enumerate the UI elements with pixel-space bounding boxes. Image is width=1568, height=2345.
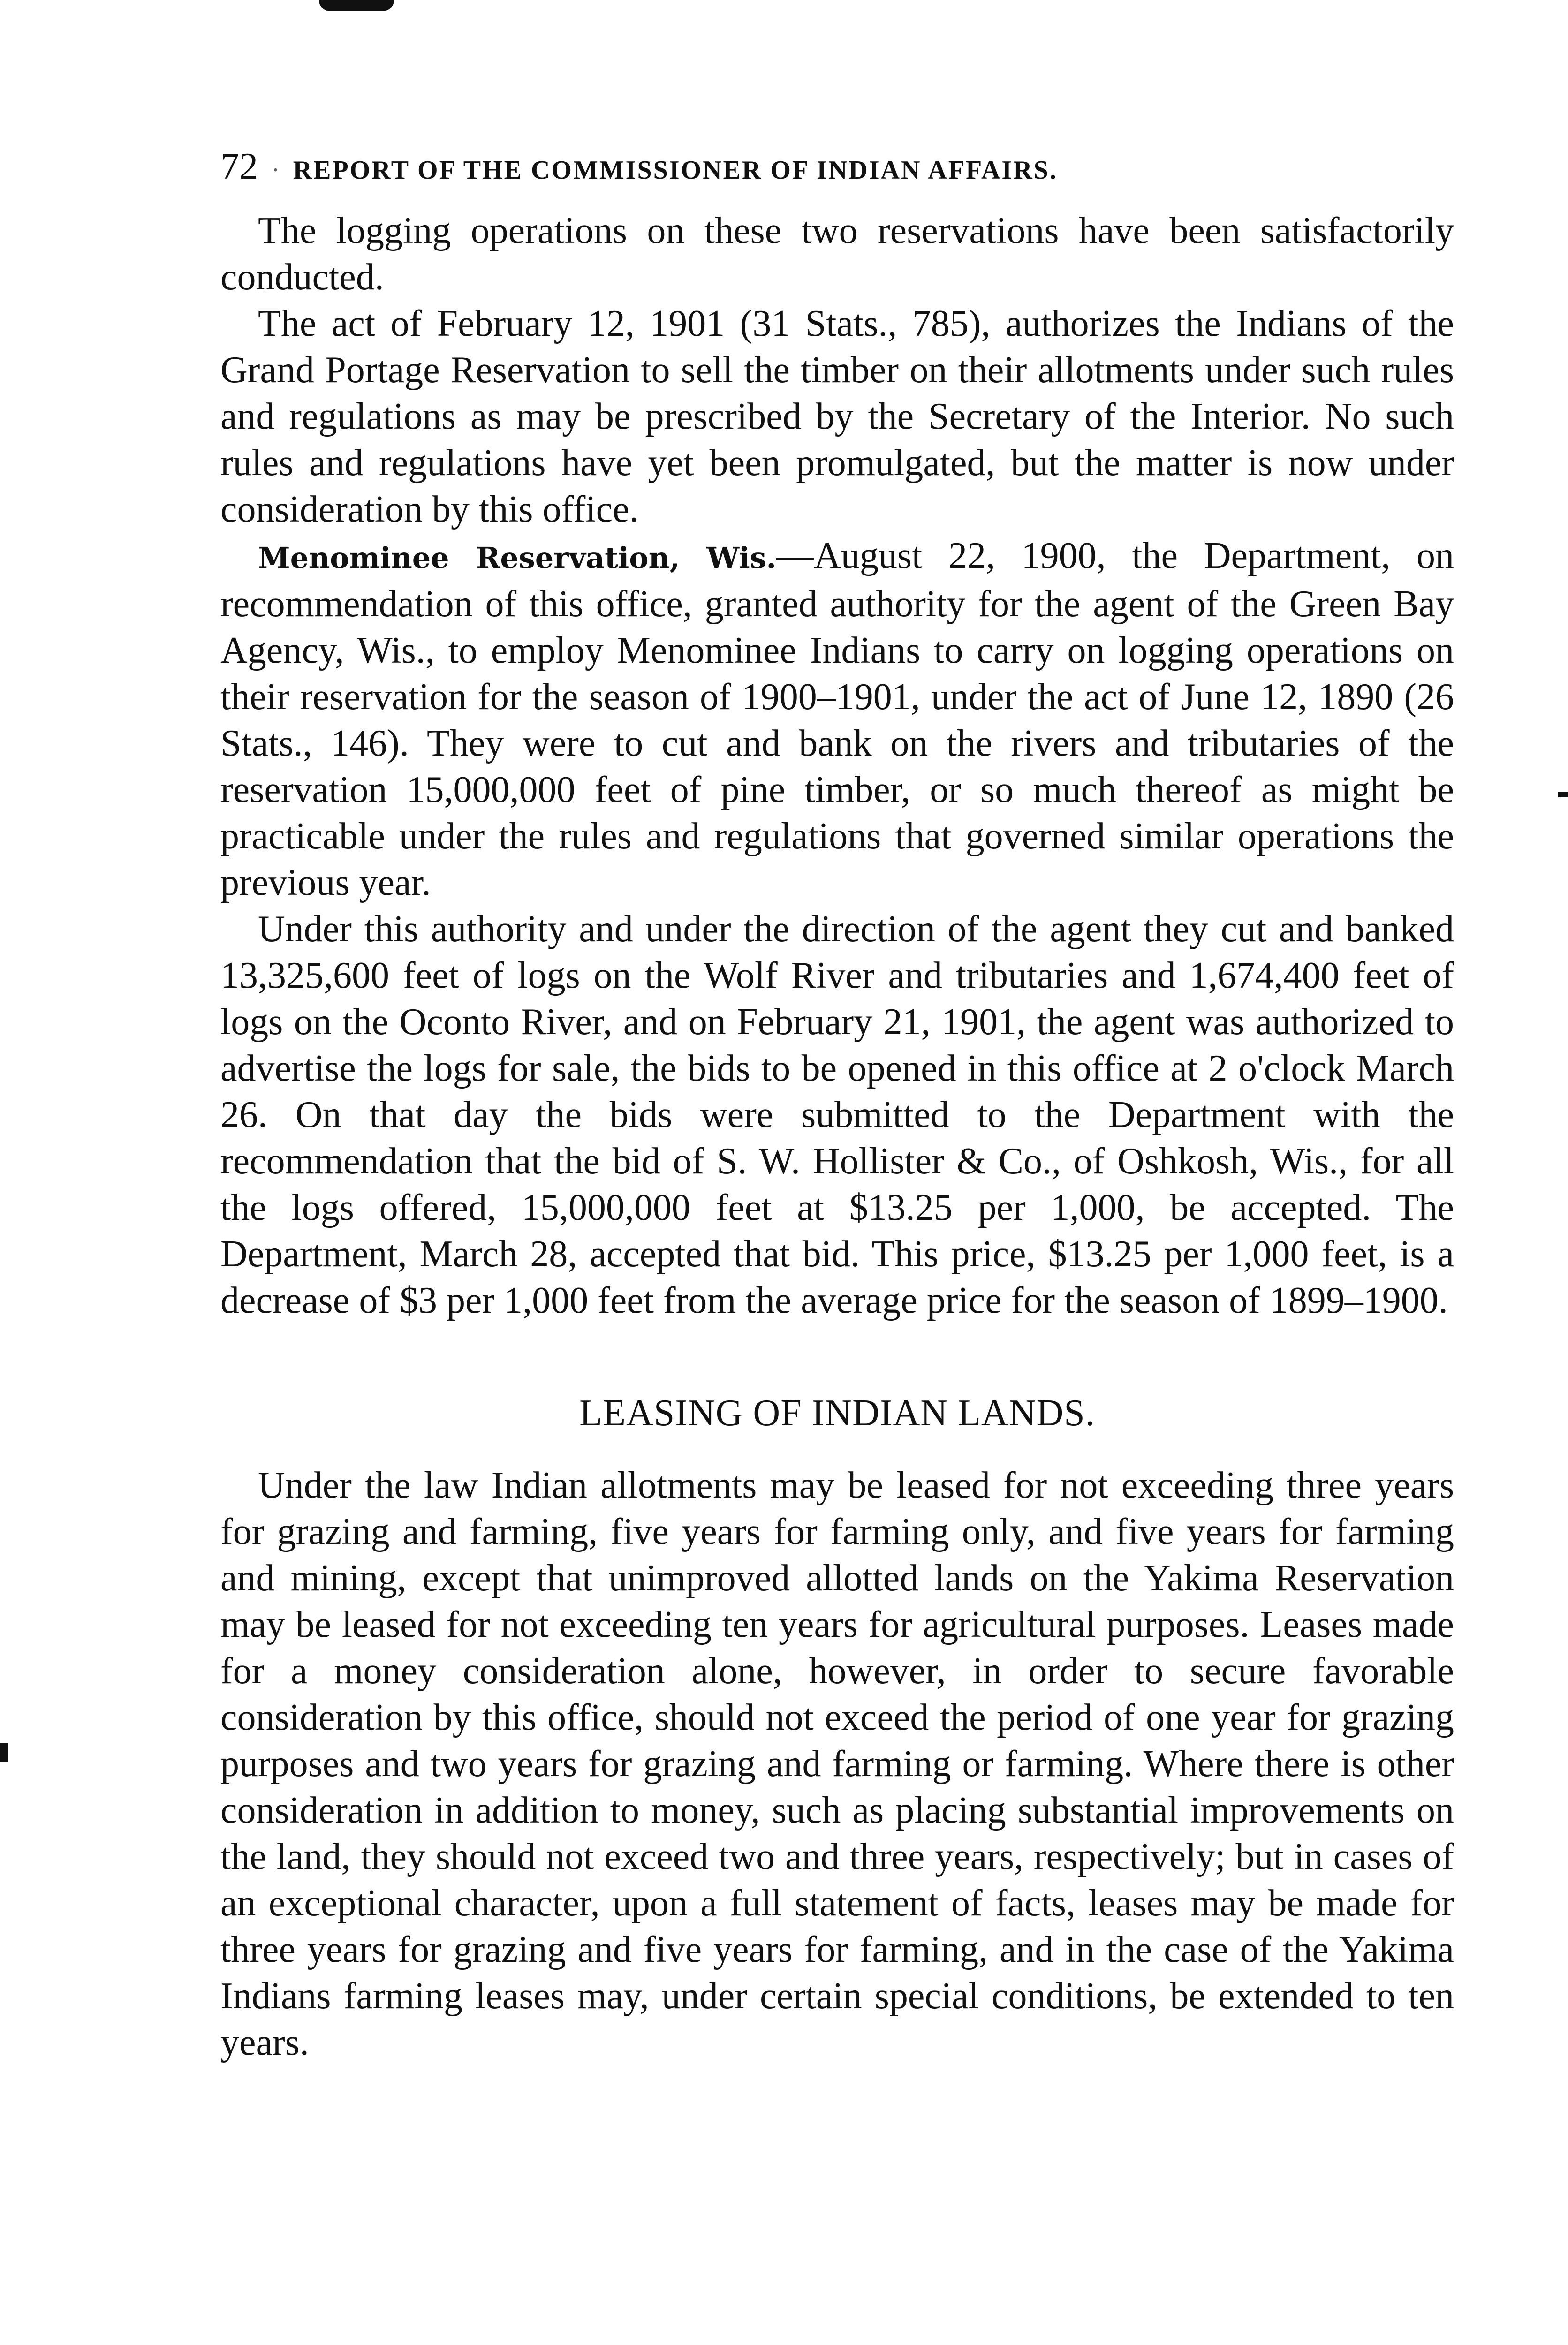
header-title: REPORT OF THE COMMISSIONER OF INDIAN AFFAIRS. [293,156,1058,185]
paragraph: Under this authority and under the direction of the agent they cut and banked 13,325,600 feet of logs on the Wolf River and tributaries and 1,674,400 feet of logs on the Oconto River, and on February 21, 1901, the agent was authorized to advertise the logs for sale, the bids to be opened in this office at 2 o'clock March 26. On that day the bids were submitted to the Department with the recommendation that the bid of S. W. Hollister & Co., of Oshkosh, Wis., for all the logs offered, 15,000,000 feet at $13.25 per 1,000, be accepted. The Department, March 28, accepted that bid. This price, $13.25 per 1,000 feet, is a decrease of $3 per 1,000 feet from the average price for the season of 1899–1900. [220,908,1454,1321]
menominee-paragraph [220,533,1454,906]
header-separator: · [271,156,280,185]
page-number: 72 [220,146,258,187]
scan-edge-mark [319,0,394,11]
paragraph: The logging operations on these two reservations have been satisfactorily conducted. [220,210,1454,298]
page-body [220,148,1454,2066]
scan-edge-mark [0,1743,8,1762]
paragraph-text: —August 22, 1900, the Department, on recommendation of this office, granted authority for the agent of the Green Bay Agency, Wis., to employ Menominee Indians to carry on logging operations on their reservation for the season of 1900–1901, under the act of June 12, 1890 (26 Stats., 146). They were to cut and bank on the rivers and tributaries of the reservation 15,000,000 feet of pine timber, or so much thereof as might be practicable under the rules and regulations that governed similar operations the previous year. [220,535,1454,903]
paragraph: Under the law Indian allotments may be leased for not exceeding three years for grazing and farming, five years for farming only, and five years for farming and mining, except that unimproved allotted lands on the Yakima Reservation may be leased for not exceeding ten years for agricultural purposes. Leases made for a money consideration alone, however, in order to secure favorable consideration by this office, should not exceed the period of one year for grazing purposes and two years for grazing and farming or farming. Where there is other consideration in addition to money, such as placing substantial improvements on the land, they should not exceed two and three years, respectively; but in cases of an exceptional character, upon a full statement of facts, leases may be made for three years for grazing and five years for farming, and in the case of the Yakima Indians farming leases may, under certain special conditions, be extended to ten years. [220,1465,1454,2063]
scan-edge-mark [1558,792,1568,797]
running-header [220,148,1454,185]
run-in-heading: Menominee Reservation, Wis. [258,541,777,575]
paragraph: The act of February 12, 1901 (31 Stats., 785), authorizes the Indians of the Grand Portage Reservation to sell the timber on their allotments under such rules and regulations as may be prescribed by the Secretary of the Interior. No such rules and regulations have yet been promulgated, but the matter is now under consideration by this office. [220,303,1454,530]
section-heading: LEASING OF INDIAN LANDS. [579,1392,1095,1434]
